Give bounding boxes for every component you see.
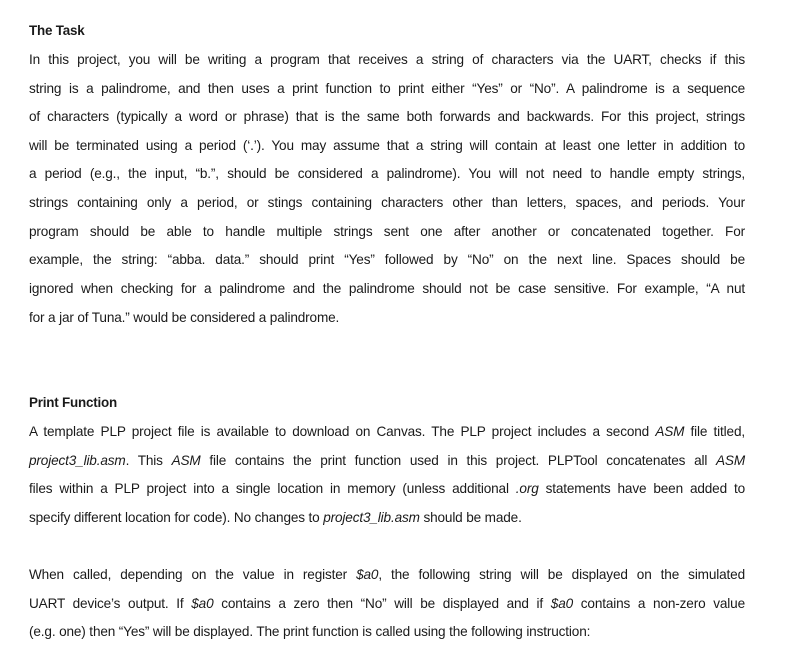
text-run-italic: ASM — [171, 453, 201, 468]
text-run: contains a zero then “No” will be displayed and if — [213, 596, 551, 611]
text-run-italic: .org — [515, 481, 539, 496]
paragraph-line — [29, 595, 745, 613]
text-run-italic: ASM — [655, 424, 685, 439]
paragraph-line: of characters (typically a word or phrase) that is the same both forwards and backwards. For this project, strings — [29, 109, 745, 124]
paragraph-line: string is a palindrome, and then uses a print function to print either “Yes” or “No”. A palindrome is a sequence — [29, 81, 745, 96]
paragraph-line: will be terminated using a period (‘.’). You may assume that a string will contain at least one letter in addition to — [29, 138, 745, 153]
text-run: . This — [125, 453, 172, 468]
filename-italic: project3_lib.asm — [323, 510, 420, 525]
paragraph-line: strings containing only a period, or stings containing characters other than letters, spaces, and periods. Your — [29, 195, 745, 210]
paragraph-line: a period (e.g., the input, “b.”, should be considered a palindrome). You will not need to handle empty strings, — [29, 166, 745, 181]
text-run: file contains the print function used in this project. PLPTool concatenates all — [200, 453, 716, 468]
paragraph-line: In this project, you will be writing a program that receives a string of characters via the UART, checks if this — [29, 52, 745, 67]
text-run: should be made. — [419, 510, 522, 525]
text-run: , the following string will be displayed on the simulated — [378, 567, 745, 582]
text-run: contains a non-zero value — [573, 596, 745, 611]
paragraph-line: (e.g. one) then “Yes” will be displayed. The print function is called using the following instruction: — [29, 624, 591, 639]
filename-italic: project3_lib.asm — [29, 453, 126, 468]
text-run: A template PLP project file is available to download on Canvas. The PLP project includes a second — [29, 424, 656, 439]
register-italic: $a0 — [191, 596, 214, 611]
paragraph-line: program should be able to handle multiple strings sent one after another or concatenated together. For — [29, 224, 745, 239]
paragraph-line: ignored when checking for a palindrome and the palindrome should not be case sensitive. For example, “A nut — [29, 281, 745, 296]
paragraph-line: example, the string: “abba. data.” should print “Yes” followed by “No” on the next line. Spaces should be — [29, 252, 745, 267]
text-run: file titled, — [684, 424, 745, 439]
paragraph-line — [29, 509, 745, 527]
paragraph-line: for a jar of Tuna.” would be considered a palindrome. — [29, 310, 340, 325]
paragraph-line — [29, 566, 745, 584]
text-run: statements have been added to — [538, 481, 745, 496]
text-run: When called, depending on the value in register — [29, 567, 357, 582]
section-heading-print-function: Print Function — [29, 395, 117, 410]
section-heading-the-task: The Task — [29, 23, 85, 38]
register-italic: $a0 — [356, 567, 379, 582]
register-italic: $a0 — [550, 596, 574, 611]
text-run: UART device’s output. If — [29, 596, 192, 611]
text-run-italic: ASM — [716, 453, 746, 468]
text-run: specify different location for code). No changes to — [29, 510, 324, 525]
paragraph-line — [29, 480, 745, 498]
paragraph-line — [29, 452, 745, 470]
text-run: files within a PLP project into a single location in memory (unless additional — [29, 481, 516, 496]
paragraph-line — [29, 423, 745, 441]
